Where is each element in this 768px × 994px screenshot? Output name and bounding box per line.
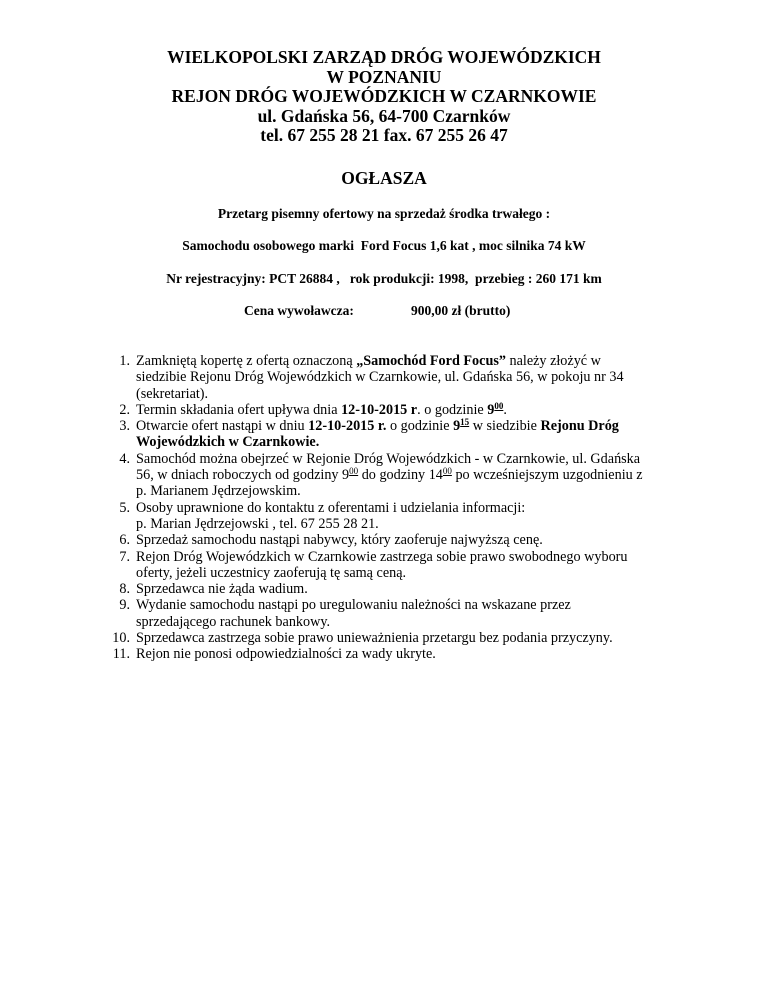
term-item-2 [108, 402, 708, 418]
term-number: 1. [119, 353, 130, 369]
term-number: 10. [112, 630, 130, 647]
term-text: Osoby uprawnione do kontaktu z oferentami i udzielania informacji: [136, 499, 526, 516]
term-text: Otwarcie ofert nastąpi w dniu [136, 418, 309, 435]
term-text: siedzibie Rejonu Dróg Wojewódzkich w Czarnkowie, ul. Gdańska 56, w pokoju nr 34 [136, 369, 624, 386]
term-item-8 [108, 581, 708, 597]
issuer-header [0, 48, 768, 146]
term-text: Sprzedaż samochodu nastąpi nabywcy, który zaoferuje najwyższą cenę. [136, 532, 543, 549]
term-hour: 9 [453, 418, 461, 435]
term-text: . [503, 401, 507, 418]
term-item-11 [108, 646, 708, 662]
term-item-5 [108, 500, 708, 533]
term-text: do godziny 14 [358, 467, 443, 484]
price-value: 900,00 zł (brutto) [411, 303, 511, 318]
term-number: 2. [119, 401, 130, 418]
term-minutes: 00 [442, 466, 452, 477]
term-item-4 [108, 451, 708, 500]
term-text: . o godzinie [417, 401, 488, 418]
term-minutes: 00 [494, 400, 504, 411]
term-number: 11. [112, 646, 130, 663]
term-text: Rejon nie ponosi odpowiedzialności za wady ukryte. [136, 646, 436, 663]
office-name: REJON DRÓG WOJEWÓDZKICH W CZARNKOWIE [171, 86, 597, 106]
office-contact: tel. 67 255 28 21 fax. 67 255 26 47 [260, 125, 508, 145]
term-text: w siedzibie [469, 418, 541, 435]
announce-heading: OGŁASZA [341, 168, 427, 188]
term-text: 56, w dniach roboczych od godziny 9 [136, 467, 350, 484]
office-address: ul. Gdańska 56, 64-700 Czarnków [257, 105, 511, 126]
starting-price [244, 303, 511, 319]
term-text: należy złożyć w [505, 353, 601, 369]
term-text: Sprzedawca zastrzega sobie prawo unieważnienia przetargu bez podania przyczyny. [136, 630, 613, 647]
term-minutes: 00 [349, 466, 359, 477]
term-item-6 [108, 532, 708, 548]
term-emphasis: „Samochód Ford Focus” [356, 353, 506, 369]
term-text: (sekretariat). [136, 385, 209, 402]
term-number: 5. [119, 499, 130, 516]
term-text: p. Marian Jędrzejowski , tel. 67 255 28 21. [136, 515, 379, 532]
term-text: p. Marianem Jędrzejowskim. [136, 483, 301, 500]
term-item-9 [108, 597, 708, 630]
tender-title: Przetarg pisemny ofertowy na sprzedaż środka trwałego : [217, 206, 551, 221]
term-item-10 [108, 630, 708, 646]
term-emphasis: 12-10-2015 r. [308, 418, 387, 435]
term-emphasis: 12-10-2015 r [341, 401, 418, 418]
term-item-7 [108, 549, 708, 582]
issuer-name: WIELKOPOLSKI ZARZĄD DRÓG WOJEWÓDZKICH [167, 47, 601, 67]
term-text: sprzedającego rachunek bankowy. [136, 613, 331, 630]
term-text: o godzinie [386, 418, 454, 435]
term-number: 4. [119, 450, 130, 467]
term-hour: 9 [487, 401, 495, 418]
term-text: Wydanie samochodu nastąpi po uregulowaniu należności na wskazane przez [136, 597, 571, 614]
term-text: Termin składania ofert upływa dnia [136, 401, 342, 418]
term-number: 9. [119, 597, 130, 614]
price-label: Cena wywoławcza: [244, 303, 354, 318]
term-emphasis: Wojewódzkich w Czarnkowie. [136, 434, 320, 451]
term-minutes: 15 [460, 417, 470, 428]
term-number: 6. [119, 532, 130, 549]
term-text: oferty, jeżeli uczestnicy zaoferują tę samą ceną. [136, 564, 407, 581]
term-text: po wcześniejszym uzgodnieniu z [451, 467, 643, 484]
terms-list [108, 353, 708, 663]
term-text: Sprzedawca nie żąda wadium. [136, 581, 308, 598]
term-emphasis: Rejonu Dróg [540, 418, 619, 435]
term-text: Samochód można obejrzeć w Rejonie Dróg Wojewódzkich - w Czarnkowie, ul. Gdańska [136, 450, 641, 467]
vehicle-description: Samochodu osobowego marki Ford Focus 1,6 kat , moc silnika 74 kW [182, 238, 586, 253]
term-text: Zamkniętą kopertę z ofertą oznaczoną [136, 353, 357, 369]
term-number: 8. [119, 581, 130, 598]
term-item-1 [108, 353, 708, 402]
vehicle-registration: Nr rejestracyjny: PCT 26884 , rok produkcji: 1998, przebieg : 260 171 km [166, 271, 602, 286]
issuer-city: W POZNANIU [326, 66, 442, 87]
term-item-3 [108, 418, 708, 451]
term-number: 3. [119, 418, 130, 435]
term-text: Rejon Dróg Wojewódzkich w Czarnkowie zastrzega sobie prawo swobodnego wyboru [136, 548, 628, 565]
term-number: 7. [119, 548, 130, 565]
